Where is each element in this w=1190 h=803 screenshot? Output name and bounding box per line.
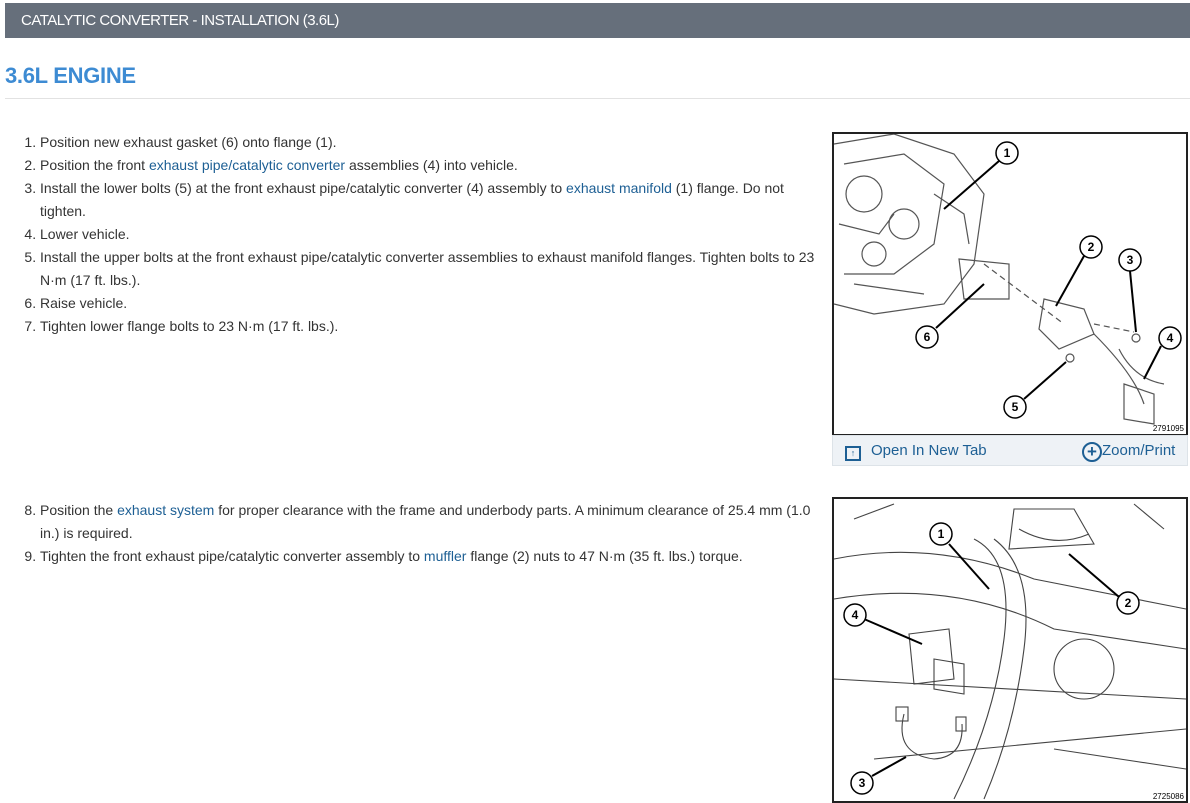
steps-list-1 [0, 131, 830, 338]
step: 7. Tighten lower flange bolts to 23 N·m (17 ft. lbs.). [40, 315, 830, 338]
page-header: CATALYTIC CONVERTER - INSTALLATION (3.6L) [5, 3, 1190, 38]
figure-id: 2725086 [1152, 792, 1184, 801]
callout-4: 4 [1166, 331, 1174, 345]
figure-exhaust-clearance[interactable] [832, 497, 1188, 803]
figure-catalytic-install[interactable] [832, 132, 1188, 436]
section-title: 3.6L ENGINE [5, 63, 136, 88]
step: 1. Position new exhaust gasket (6) onto flange (1). [40, 131, 830, 154]
callout-6: 6 [923, 330, 931, 344]
link-exhaust-system[interactable]: exhaust system [117, 502, 215, 518]
figure-id: 2791095 [1152, 424, 1184, 433]
callout-1: 1 [1003, 146, 1011, 160]
callout-2: 2 [1087, 240, 1095, 254]
steps-list-2 [0, 499, 830, 568]
open-new-tab-button[interactable]: ↑ Open In New Tab [845, 442, 987, 461]
underbody-drawing [834, 504, 1186, 799]
callout-3: 3 [1126, 253, 1134, 267]
callout-2: 2 [1124, 596, 1132, 610]
divider [5, 98, 1190, 99]
step: 6. Raise vehicle. [40, 292, 830, 315]
callout-1: 1 [937, 527, 945, 541]
plus-circle-icon: + [1082, 442, 1102, 462]
open-tab-icon: ↑ [845, 446, 861, 461]
link-exhaust-manifold[interactable]: exhaust manifold [566, 180, 672, 196]
engine-drawing [834, 134, 1164, 424]
step: 5. Install the upper bolts at the front exhaust pipe/catalytic converter assemblies to exhaust manifold flanges. Tighten bolts to 23 N·m (17 ft. lbs.). [40, 246, 830, 292]
figure-toolbar [832, 435, 1188, 466]
zoom-print-button[interactable]: + Zoom/Print [1082, 442, 1175, 462]
callout-leaders [936, 161, 1161, 399]
callout-3: 3 [858, 776, 866, 790]
step: 9. Tighten the front exhaust pipe/catalytic converter assembly to muffler flange (2) nuts to 47 N·m (35 ft. lbs.) torque. [40, 545, 830, 568]
step: 3. Install the lower bolts (5) at the front exhaust pipe/catalytic converter (4) assembly to exhaust manifold (1) flange. Do not tighten. [40, 177, 830, 223]
callout-4: 4 [851, 608, 859, 622]
callout-5: 5 [1011, 400, 1019, 414]
step: 4. Lower vehicle. [40, 223, 830, 246]
step: 8. Position the exhaust system for proper clearance with the frame and underbody parts. A minimum clearance of 25.4 mm (1.0 in.) is required. [40, 499, 830, 545]
link-exhaust-pipe[interactable]: exhaust pipe/catalytic converter [148, 157, 346, 173]
step: 2. Position the front exhaust pipe/catalytic converter assemblies (4) into vehicle. [40, 154, 830, 177]
link-muffler[interactable]: muffler [423, 548, 467, 564]
